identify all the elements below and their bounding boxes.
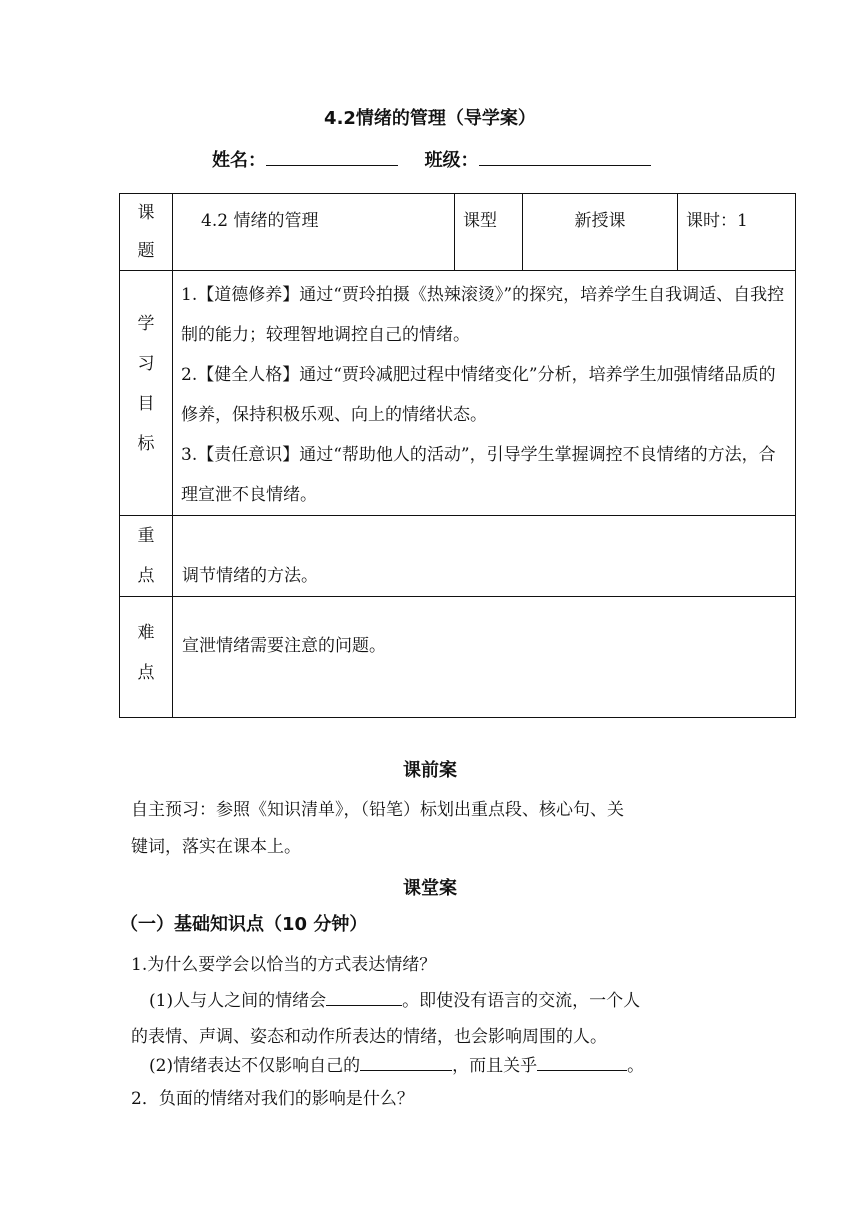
answer-blank[interactable] — [360, 1054, 452, 1071]
pre-class-text-line2: 键词，落实在课本上。 — [131, 837, 301, 857]
name-blank[interactable] — [266, 147, 398, 166]
topic-label: 课题 — [120, 194, 173, 271]
question-1-item-1-cont: 的表情、声调、姿态和动作所表达的情绪，也会影响周围的人。 — [131, 1027, 607, 1047]
goal-item: 3.【责任意识】通过“帮助他人的活动”，引导学生掌握调控不良情绪的方法，合理宣泄不良情绪。 — [181, 445, 776, 505]
key-point-label: 重点 — [120, 516, 173, 597]
class-label: 班级： — [424, 150, 479, 171]
pre-class-heading: 课前案 — [403, 760, 457, 781]
answer-blank[interactable] — [326, 989, 402, 1006]
section-basic-knowledge: （一）基础知识点（10 分钟） — [120, 914, 368, 935]
pre-class-text-line1: 自主预习：参照《知识清单》，（铅笔）标划出重点段、核心句、关 — [131, 800, 624, 820]
learning-goals — [173, 271, 796, 516]
question-1: 1.为什么要学会以恰当的方式表达情绪？ — [131, 955, 437, 975]
difficulty-value: 宣泄情绪需要注意的问题。 — [173, 597, 796, 718]
type-value: 新授课 — [523, 194, 678, 271]
question-2: 2．负面的情绪对我们的影响是什么？ — [131, 1089, 414, 1109]
goals-label: 学习目标 — [120, 271, 173, 516]
goal-item: 1.【道德修养】通过“贾玲拍摄《热辣滚烫》”的探究，培养学生自我调适、自我控制的能力；较理智地调控自己的情绪。 — [181, 285, 785, 345]
question-1-item-1: (1)人与人之间的情绪会 。即使没有语言的交流，一个人 — [149, 991, 641, 1011]
question-1-item-2: (2)情绪表达不仅影响自己的 ，而且关乎 。 — [149, 1056, 645, 1076]
page-title: 4.2情绪的管理（导学案） — [324, 108, 536, 129]
class-blank[interactable] — [479, 147, 651, 166]
class-hours: 课时：1 — [678, 194, 796, 271]
in-class-heading: 课堂案 — [403, 878, 457, 899]
topic-value: 4.2 情绪的管理 — [173, 194, 455, 271]
answer-blank[interactable] — [537, 1054, 627, 1071]
key-point-value: 调节情绪的方法。 — [173, 516, 796, 597]
student-info-line — [212, 146, 651, 172]
type-label: 课型 — [455, 194, 523, 271]
goal-item: 2.【健全人格】通过“贾玲减肥过程中情绪变化”分析，培养学生加强情绪品质的修养，保持积极乐观、向上的情绪状态。 — [181, 365, 776, 425]
name-label: 姓名： — [212, 150, 266, 171]
lesson-info-table — [119, 193, 796, 718]
difficulty-label: 难点 — [120, 597, 173, 718]
